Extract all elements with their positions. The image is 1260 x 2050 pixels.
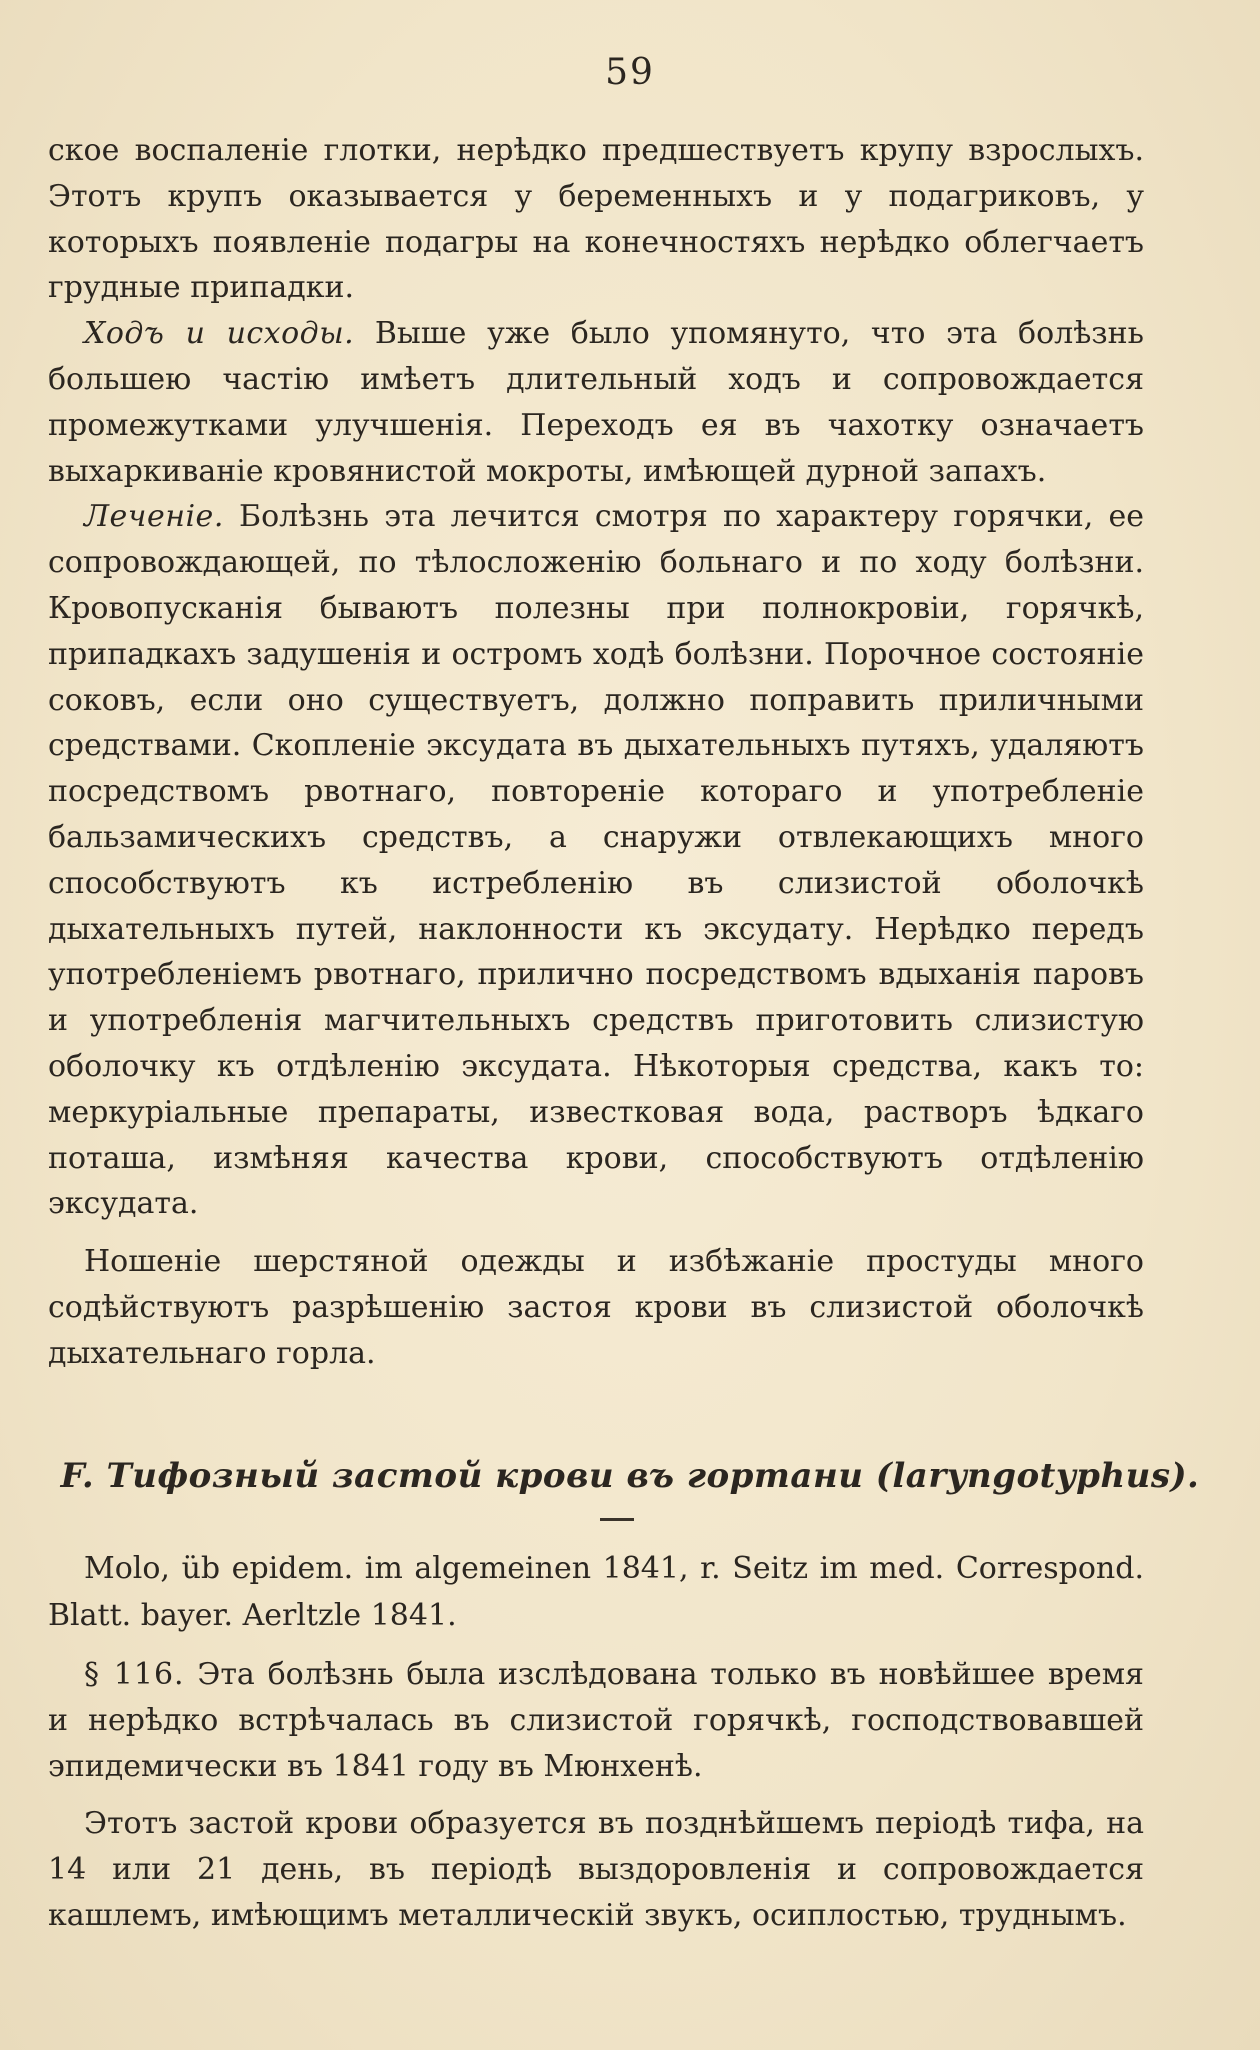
paragraph-text: Выше уже было упомянуто, что эта болѣзнь большею частію имѣетъ длительный ходъ и сопровождается промежутками улучшенія. Переходъ ея въ чахотку означаетъ выхаркиваніе кровянистой мокроты, имѣющей дурной запахъ. [48,316,1144,489]
references-text: Molo, üb epidem. im algemeinen 1841, r. Seitz im med. Correspond. Blatt. bayer. Aerltzle 1841. [48,1551,1144,1633]
section-116-block [48,1652,1144,1939]
page-number: 59 [605,52,655,93]
references [48,1545,1144,1639]
paragraph-croup-continuation: ское воспаленіе глотки, нерѣдко предшествуетъ крупу взрослыхъ. Этотъ крупъ оказывается у беременныхъ и у подагриковъ, у которыхъ появленіе подагры на конечностяхъ нерѣдко облегчаетъ грудные припадки. [48,133,1144,306]
paragraph-text: Эта болѣзнь была изслѣдована только въ новѣйшее время и нерѣдко встрѣчалась въ слизистой горячкѣ, господствовавшей эпидемически въ 1841 году въ Мюнхенѣ. [48,1657,1144,1784]
section-sign: § 116. [84,1657,185,1692]
run-in-heading-treatment: Леченіе. [84,499,224,535]
paragraph-text: Болѣзнь эта лечится смотря по характеру горячки, ее сопровождающей, по тѣлосложенію больнаго и по ходу болѣзни. Кровопусканія бываютъ полезны при полнокровіи, горячкѣ, припадкахъ задушенія и остромъ ходѣ болѣзни. Порочное состояніе соковъ, если оно существуетъ, должно поправить приличными средствами. Скопленіе эксудата въ дыхательныхъ путяхъ, удаляютъ посредствомъ рвотнаго, повтореніе котораго и употребленіе бальзамическихъ средствъ, а снаружи отвлекающихъ много способствуютъ къ истребленію въ слизистой оболочкѣ дыхательныхъ путей, наклонности къ эксудату. Нерѣдко передъ употребленіемъ рвотнаго, прилично посредствомъ вдыханія паровъ и употребленія магчительныхъ средствъ приготовить слизистую оболочку къ отдѣленію эксудата. Нѣкоторыя средства, какъ то: меркуріальные препараты, известковая вода, растворъ ѣдкаго поташа, измѣняя качества крови, способствуютъ отдѣленію эксудата. [48,499,1144,1222]
main-text-block [48,128,1144,1377]
run-in-heading-course: Ходъ и исходы. [84,316,355,352]
paragraph-typhus-stasis: Этотъ застой крови образуется въ позднѣйшемъ періодѣ тифа, на 14 или 21 день, въ періодѣ выздоровленія и сопровождается кашлемъ, имѣющимъ металлическій звукъ, осиплостью, труднымъ. [48,1806,1144,1933]
paragraph-treatment [48,494,1144,1227]
heading-separator [600,1518,634,1521]
section-heading: F. Тифозный застой крови въ гортани (laryngotyphus). [60,1456,1200,1496]
paragraph-woolen-clothing: Ношеніе шерстяной одежды и избѣжаніе простуды много содѣйствуютъ разрѣшенію застоя крови въ слизистой оболочкѣ дыхательнаго горла. [48,1244,1144,1371]
paragraph-116 [48,1652,1144,1789]
paragraph-course-and-outcomes [48,311,1144,494]
